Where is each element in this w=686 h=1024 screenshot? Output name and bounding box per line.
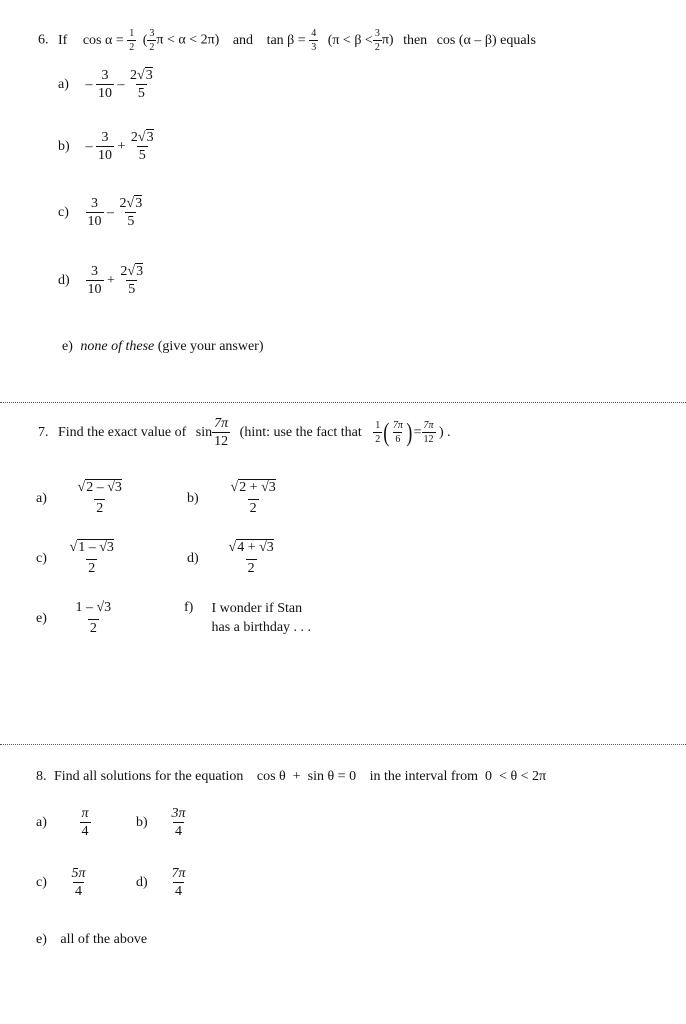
option-label: d) [58,273,70,289]
q7-sin-fraction: $\frac{7\pi}{12}$ [214,416,229,450]
option-operator: + [117,139,126,155]
q6-option-e[interactable] [62,339,264,355]
q6-alpha-condition: π < α < 2π) [156,32,220,48]
option-sign: – [85,139,93,155]
option-label: f) [184,600,194,615]
option-f-line2: has a birthday . . . [211,619,312,635]
q8-interval: in the interval from 0 < θ < 2π [369,769,547,784]
q8-option-e[interactable] [36,932,147,948]
option-first-fraction: $\frac{3}{10}$ [98,68,112,102]
option-fraction: $\frac{√1 - √3}{2}$ [69,540,114,577]
option-label: d) [187,550,199,566]
q8-equation: cos θ + sin θ = 0 [256,769,357,784]
option-label: e) [62,339,73,354]
q7-option-c[interactable] [36,540,116,577]
q6-option-b[interactable] [58,130,156,164]
q7-hint-equals: = [413,425,422,441]
option-fraction: $\frac{5\pi}{4}$ [71,866,86,900]
option-first-fraction: $\frac{3}{10}$ [87,264,102,298]
q6-then: then [403,32,428,48]
q8-prompt: Find all solutions for the equation [54,769,244,784]
option-e-italic: none of these [80,339,155,354]
q6-option-a[interactable] [58,68,155,102]
left-paren: ( [383,417,390,447]
option-label: b) [136,815,148,831]
q6-four-third-fraction: $\frac{4}{3}$ [311,28,317,53]
option-label: b) [187,490,199,506]
option-label: a) [36,815,47,831]
option-fraction: $\frac{√2 - √3}{2}$ [77,480,122,517]
q7-option-a[interactable] [36,480,124,517]
option-fraction: $\frac{\pi}{4}$ [81,806,89,840]
q7-option-d[interactable] [187,540,276,577]
option-operator: – [117,77,125,93]
q6-tan-beta: tan β = [266,32,306,48]
q7-hint-result: $\frac{7\pi}{12}$ [423,420,434,446]
option-label: c) [36,875,47,891]
q6-alpha-open: ( [142,32,148,48]
q6-number: 6. [38,32,49,48]
q6-beta-three-half-fraction: $\frac{3}{2}$ [374,28,380,53]
q7-option-e[interactable] [36,600,113,637]
divider [0,402,686,403]
q8-option-a[interactable] [36,806,91,840]
q6-option-d[interactable] [58,264,145,298]
q7-hint-inner: $\frac{7\pi}{6}$ [392,420,403,446]
q6-half-fraction: $\frac{1}{2}$ [129,28,135,53]
q8-option-b[interactable] [136,806,188,840]
option-label: c) [58,205,69,221]
q6-beta-condition: π) [381,32,394,48]
q7-option-b[interactable] [187,480,278,517]
option-sign: – [85,77,93,93]
option-fraction: $\frac{7\pi}{4}$ [171,866,186,900]
q6-asks: cos (α – β) equals [436,32,536,48]
q8-stem [36,769,546,785]
option-label: e) [36,932,47,947]
q7-sin: sin [195,425,213,441]
option-first-fraction: $\frac{3}{10}$ [87,196,102,230]
option-operator: + [107,273,115,289]
q6-and: and [232,32,254,48]
option-e-text: all of the above [60,932,148,947]
option-first-fraction: $\frac{3}{10}$ [98,130,112,164]
right-paren: ) [406,417,413,447]
option-second-fraction: $\frac{2√3}{5}$ [119,196,143,230]
q6-cos-alpha: cos α = [82,32,124,48]
q7-option-f[interactable] [184,600,311,638]
option-label: b) [58,139,70,155]
q6-beta-open: (π < β < [327,32,373,48]
q6-if: If [58,32,68,48]
option-f-line1: I wonder if Stan [211,601,303,616]
divider [0,744,686,745]
q7-hint-close: ) . [439,425,451,441]
q7-stem [38,416,451,450]
option-operator: – [107,205,114,221]
option-second-fraction: $\frac{2√3}{5}$ [130,68,153,102]
q7-number: 7. [38,425,49,441]
q8-option-d[interactable] [136,866,188,900]
q6-stem [38,28,536,53]
option-label: c) [36,550,47,566]
q8-number: 8. [36,769,47,784]
option-label: a) [58,77,69,93]
q8-option-c[interactable] [36,866,88,900]
option-fraction: $\frac{1 - √3}{2}$ [75,600,112,637]
option-label: e) [36,610,47,626]
option-fraction: $\frac{√2 + √3}{2}$ [230,480,276,517]
option-second-fraction: $\frac{2√3}{5}$ [130,130,154,164]
q6-option-c[interactable] [58,196,144,230]
q7-prompt: Find the exact value of [58,425,187,441]
q7-hint: (hint: use the fact that [239,425,362,441]
option-fraction: $\frac{√4 + √3}{2}$ [228,540,274,577]
option-second-fraction: $\frac{2√3}{5}$ [120,264,144,298]
option-e-text: (give your answer) [157,339,264,354]
q6-three-half-fraction: $\frac{3}{2}$ [149,28,155,53]
option-fraction: $\frac{3\pi}{4}$ [171,806,186,840]
option-label: d) [136,875,148,891]
q7-hint-half: $\frac{1}{2}$ [375,420,381,446]
option-label: a) [36,490,47,506]
